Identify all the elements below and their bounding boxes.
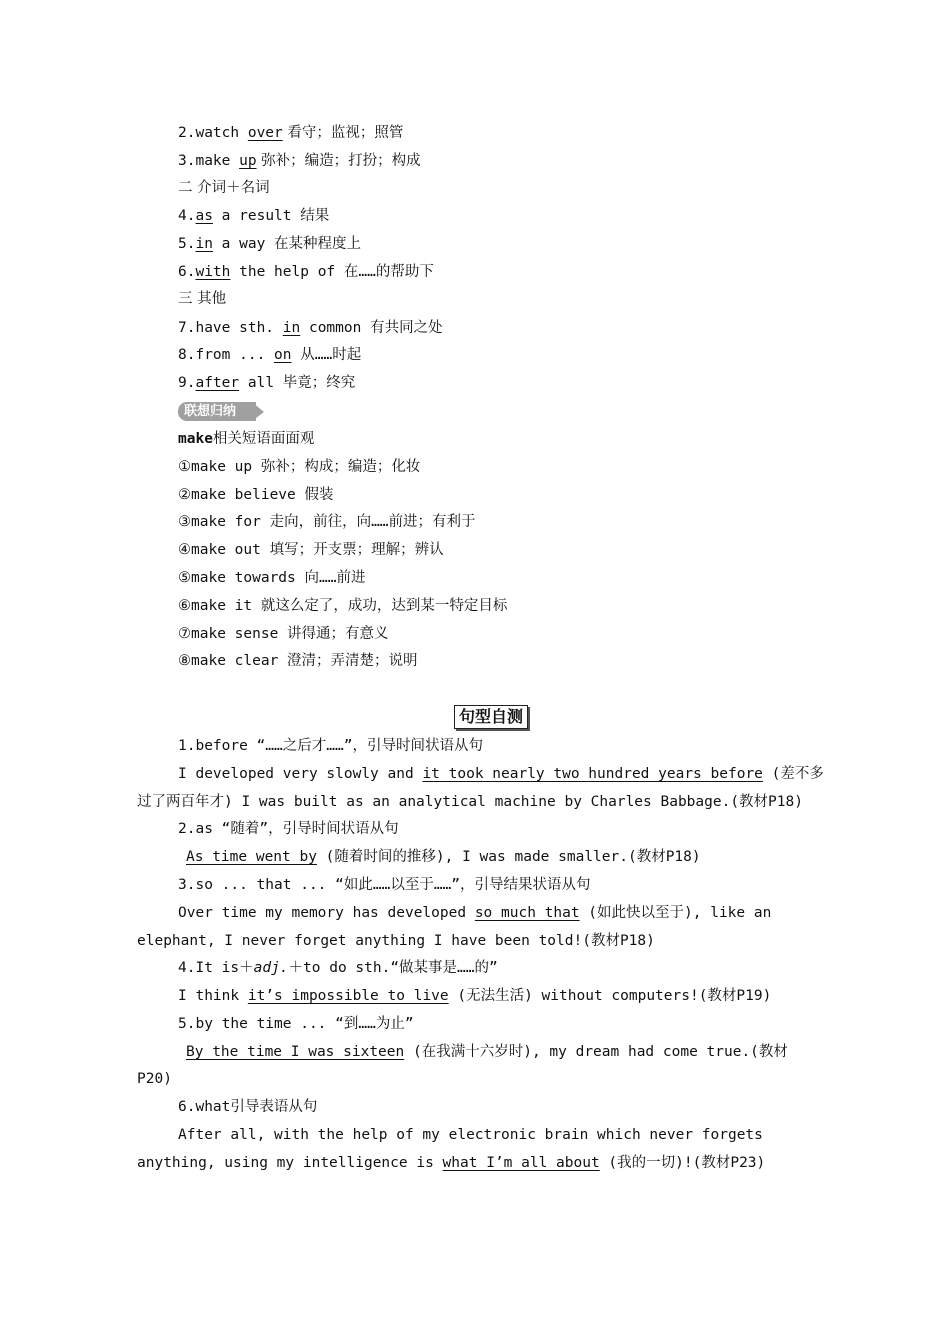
make-item: ⑧make clear 澄清；弄清楚；说明 (178, 653, 418, 669)
example-sentence: elephant, I never forget anything I have been told!(教材P18) (137, 933, 655, 949)
answer-blank: By the time I was sixteen (186, 1044, 405, 1060)
phrase-item: 2.watch over 看守；监视；照管 (178, 125, 404, 141)
answer-blank: what I’m all about (442, 1155, 600, 1171)
make-item: ⑦make sense 讲得通；有意义 (178, 626, 389, 642)
section-heading: 二 介词＋名词 (178, 180, 270, 196)
phrase-item: 4.as a result 结果 (178, 208, 330, 224)
answer-blank: on (274, 347, 292, 363)
pattern-heading: 6.what引导表语从句 (178, 1099, 318, 1115)
phrase-item: 6.with the help of 在……的帮助下 (178, 264, 434, 280)
answer-blank: it took nearly two hundred years before (422, 766, 763, 782)
make-item: ②make believe 假装 (178, 487, 334, 503)
section-heading: 三 其他 (178, 291, 227, 307)
association-badge: 联想归纳 (178, 402, 268, 421)
example-sentence: Over time my memory has developed so much that (如此快以至于), like an (178, 905, 772, 921)
pattern-heading: 5.by the time ... “到……为止” (178, 1016, 414, 1032)
make-heading: make相关短语面面观 (178, 431, 315, 447)
example-sentence: By the time I was sixteen (在我满十六岁时), my dream had come true.(教材 (186, 1044, 788, 1060)
answer-blank: with (195, 264, 231, 280)
answer-blank: in (282, 320, 301, 336)
answer-blank: after (195, 375, 240, 391)
phrase-item: 5.in a way 在某种程度上 (178, 236, 362, 252)
phrase-item: 7.have sth. in common 有共同之处 (178, 320, 443, 336)
answer-blank: as (195, 208, 213, 224)
answer-blank: As time went by (186, 849, 317, 865)
pattern-heading: 1.before “……之后才……”，引导时间状语从句 (178, 738, 483, 754)
phrase-item: 8.from ... on 从……时起 (178, 347, 362, 363)
example-sentence: I developed very slowly and it took nearly two hundred years before (差不多 (178, 766, 824, 782)
make-item: ⑥make it 就这么定了，成功，达到某一特定目标 (178, 598, 508, 614)
example-sentence: anything, using my intelligence is what I’m all about (我的一切)!(教材P23) (137, 1155, 766, 1171)
make-item: ④make out 填写；开支票；理解；辨认 (178, 542, 444, 558)
example-sentence: I think it’s impossible to live (无法生活) without computers!(教材P19) (178, 988, 772, 1004)
make-item: ③make for 走向，前往，向……前进；有利于 (178, 514, 476, 530)
answer-blank: over (247, 125, 283, 141)
pattern-heading: 4.It is＋adj.＋to do sth.“做某事是……的” (178, 960, 498, 976)
answer-blank: up (239, 153, 257, 169)
phrase-item: 9.after all 毕竟；终究 (178, 375, 356, 391)
section-title: 句型自测 (454, 705, 528, 729)
example-sentence: 过了两百年才) I was built as an analytical machine by Charles Babbage.(教材P18) (137, 794, 803, 810)
make-item: ⑤make towards 向……前进 (178, 570, 366, 586)
answer-blank: so much that (474, 905, 580, 921)
phrase-item: 3.make up 弥补；编造；打扮；构成 (178, 153, 421, 169)
answer-blank: in (195, 236, 213, 252)
example-sentence: P20) (137, 1071, 172, 1087)
pattern-heading: 2.as “随着”，引导时间状语从句 (178, 821, 399, 837)
pattern-heading: 3.so ... that ... “如此……以至于……”，引导结果状语从句 (178, 877, 591, 893)
answer-blank: it’s impossible to live (247, 988, 449, 1004)
make-item: ①make up 弥补；构成；编造；化妆 (178, 459, 421, 475)
example-sentence: After all, with the help of my electronic brain which never forgets (178, 1127, 763, 1143)
example-sentence: As time went by (随着时间的推移), I was made smaller.(教材P18) (186, 849, 701, 865)
